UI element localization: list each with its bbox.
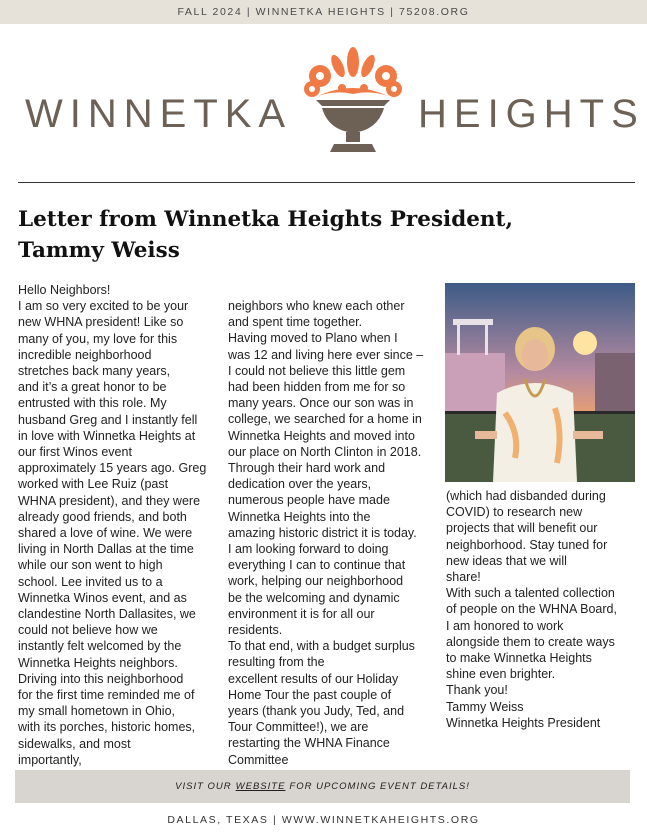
text-line: Having moved to Plano when I: [228, 331, 398, 346]
text-line: while our son went to high: [18, 558, 163, 573]
text-line: had been hidden from me for so: [228, 380, 406, 395]
text-line: neighbors who knew each other: [228, 299, 405, 313]
website-promo-banner: [15, 770, 630, 803]
title-line: Tammy Weiss: [18, 238, 180, 263]
text-line: residents.: [228, 623, 283, 638]
text-line: and it’s a great honor to be: [18, 380, 167, 395]
text-line: with its porches, historic homes,: [18, 720, 196, 735]
text-line: With such a talented collection: [446, 586, 615, 601]
text-line: stretches back many years,: [18, 364, 171, 379]
text-line: living in North Dallas at the time: [18, 542, 194, 557]
text-line: clandestine North Dallasites, we: [18, 607, 196, 622]
text-line: Tour Committee!), we are: [228, 720, 369, 735]
text-line: Winnetka Heights President: [446, 715, 601, 730]
issue-header-text: FALL 2024 | WINNETKA HEIGHTS | 75208.ORG: [177, 6, 470, 18]
text-line: be the welcoming and dynamic: [228, 590, 400, 605]
text-line: restarting the WHNA Finance: [228, 736, 390, 751]
text-line: work, helping our neighborhood: [228, 574, 404, 589]
text-line: everything I can to continue that: [228, 558, 406, 573]
text-line: resulting from the: [228, 655, 325, 670]
text-line: Winnetka Winos event, and as: [18, 590, 187, 605]
text-line: approximately 15 years ago. Greg: [18, 461, 207, 476]
text-line: instantly felt welcomed by the: [18, 639, 182, 654]
text-line: sidewalks, and most: [18, 736, 131, 751]
text-line: Hello Neighbors!: [18, 283, 111, 297]
text-line: husband Greg and I instantly fell: [18, 412, 198, 427]
logo-word-winnetka: WINNETKA: [25, 92, 293, 136]
text-line: worked with Lee Ruiz (past: [18, 477, 169, 492]
text-line: Committee: [228, 752, 289, 767]
text-line: shine even brighter.: [446, 667, 556, 682]
text-line: I am honored to work: [446, 618, 564, 633]
text-line: neighborhood. Stay tuned for: [446, 537, 608, 552]
text-line: WHNA president), and they were: [18, 493, 201, 508]
text-line: of people on the WHNA Board,: [446, 602, 617, 617]
text-line: in love with Winnetka Heights at: [18, 428, 196, 443]
president-photo: [445, 283, 635, 482]
text-line: shared a love of wine. We were: [18, 526, 193, 541]
text-line: importantly,: [18, 752, 82, 767]
title-line: Letter from Winnetka Heights President,: [18, 207, 513, 232]
text-line: dedication over the years,: [228, 477, 372, 492]
website-link[interactable]: WEBSITE: [235, 781, 286, 792]
text-line: Winnetka Heights neighbors.: [18, 655, 178, 670]
issue-header-bar: [0, 0, 647, 24]
footer-contact: DALLAS, TEXAS | WWW.WINNETKAHEIGHTS.ORG: [167, 814, 480, 826]
text-line: Home Tour the past couple of: [228, 687, 392, 702]
header-divider: [18, 182, 635, 183]
text-line: new ideas that we will: [446, 553, 567, 568]
text-line: I am so very excited to be your: [18, 299, 189, 314]
text-line: years (thank you Judy, Ted, and: [228, 704, 405, 719]
text-line: for the first time reminded me of: [18, 688, 195, 703]
text-line: Tammy Weiss: [446, 699, 524, 714]
text-line: COVID) to research new: [446, 505, 583, 520]
text-line: already good friends, and both: [18, 509, 187, 524]
text-line: Winnetka Heights into the: [228, 509, 371, 524]
text-line: our place on North Clinton in 2018.: [228, 444, 422, 459]
text-line: amazing historic district it is today.: [228, 525, 417, 540]
text-line: alongside them to create ways: [446, 634, 615, 649]
text-line: was 12 and living here ever since –: [228, 347, 424, 362]
text-line: school. Lee invited us to a: [18, 574, 163, 589]
urn-logo-icon: [298, 40, 408, 160]
text-line: and spent time together.: [228, 315, 363, 330]
text-line: environment it is for all our: [228, 606, 375, 621]
text-line: share!: [446, 570, 481, 585]
text-line: Winnetka Heights and moved into: [228, 428, 415, 443]
article-column-3: [446, 488, 636, 731]
text-line: college, we searched for a home in: [228, 412, 422, 427]
text-line: I am looking forward to doing: [228, 542, 389, 557]
text-line: Through their hard work and: [228, 461, 386, 476]
text-line: numerous people have made: [228, 493, 390, 508]
text-line: excellent results of our Holiday: [228, 671, 399, 686]
text-line: Driving into this neighborhood: [18, 671, 184, 686]
text-line: to make Winnetka Heights: [446, 651, 592, 666]
text-line: I could not believe this little gem: [228, 363, 406, 378]
text-line: To that end, with a budget surplus: [228, 639, 415, 654]
text-line: projects that will benefit our: [446, 521, 598, 536]
text-line: our first Winos event: [18, 445, 132, 460]
article-column-2: [228, 298, 440, 768]
article-column-1: [18, 282, 223, 768]
text-line: new WHNA president! Like so: [18, 315, 184, 330]
text-line: (which had disbanded during: [446, 489, 606, 503]
text-line: entrusted with this role. My: [18, 396, 167, 411]
banner-text-after: FOR UPCOMING EVENT DETAILS!: [289, 781, 470, 792]
article-title: [18, 204, 628, 266]
text-line: could not believe how we: [18, 623, 158, 638]
text-line: many of you, my love for this: [18, 331, 178, 346]
banner-text-before: VISIT OUR: [175, 781, 232, 792]
text-line: Thank you!: [446, 683, 508, 698]
text-line: my small hometown in Ohio,: [18, 704, 176, 719]
text-line: many years. Once our son was in: [228, 396, 414, 411]
logo-word-heights: HEIGHTS: [418, 92, 645, 136]
text-line: incredible neighborhood: [18, 347, 152, 362]
